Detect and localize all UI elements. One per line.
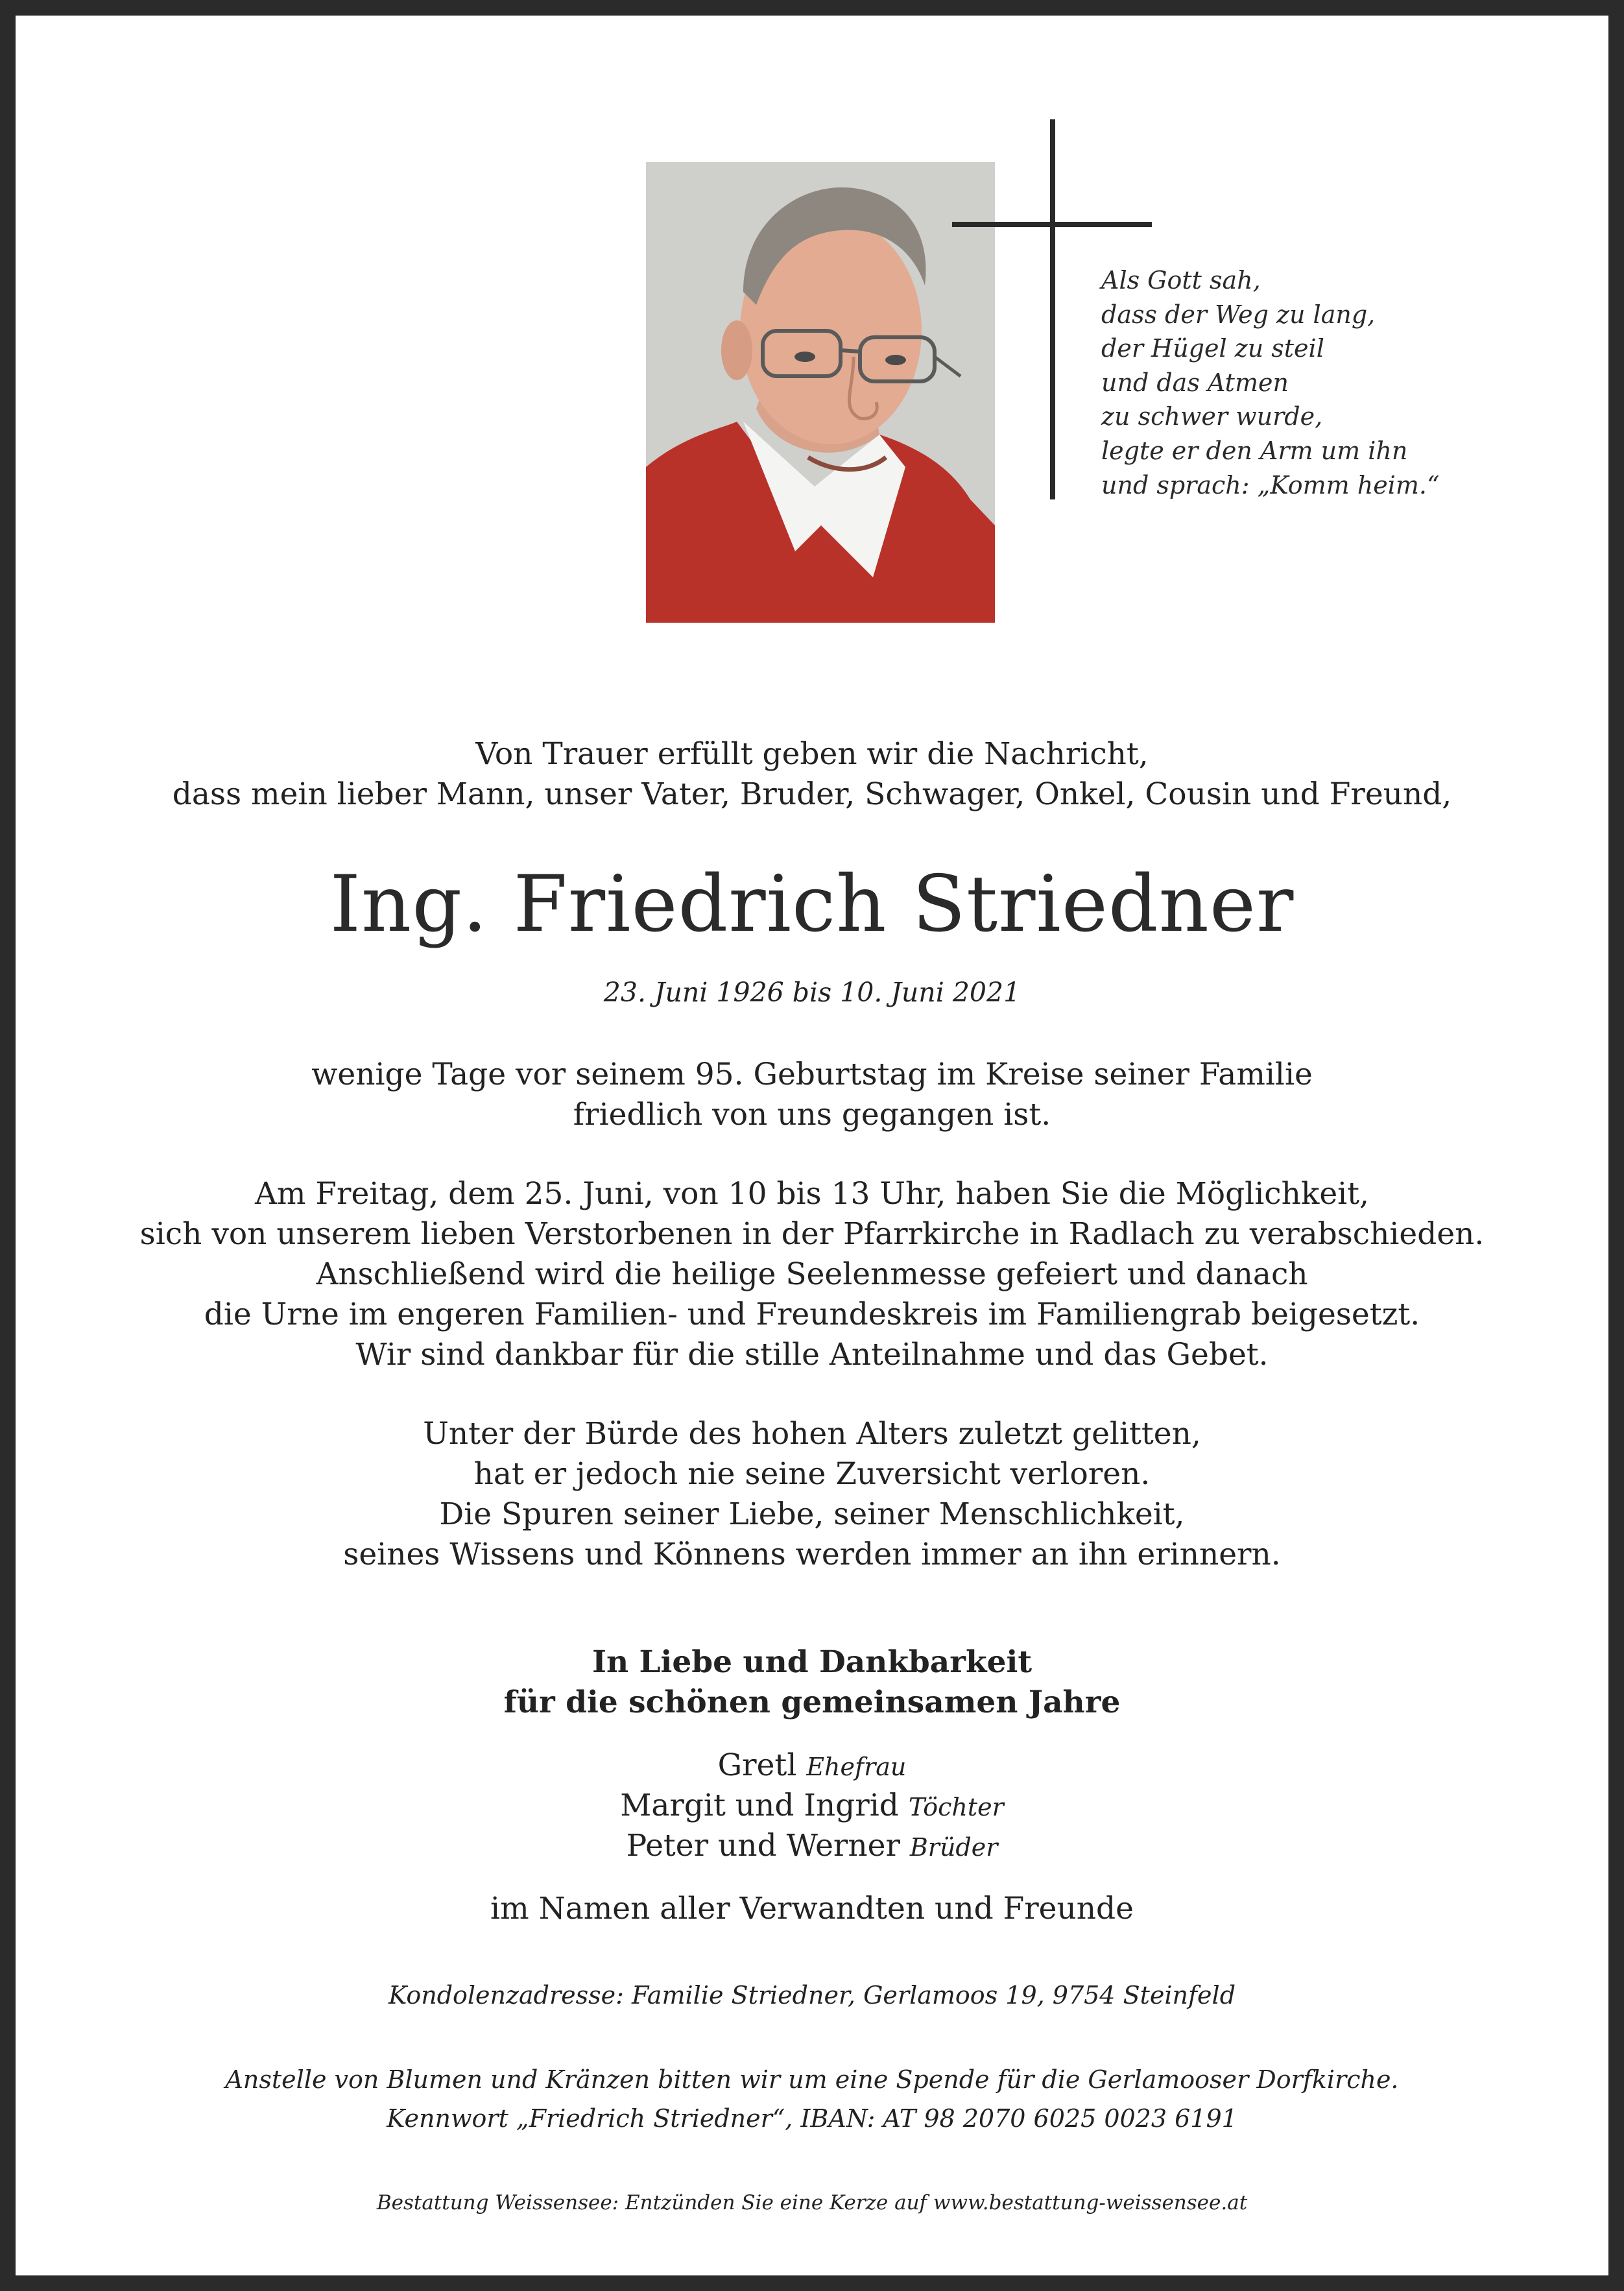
paragraph-line: hat er jedoch nie seine Zuversicht verloren. bbox=[473, 1456, 1151, 1492]
poem-line: zu schwer wurde, bbox=[1101, 402, 1323, 431]
passing-paragraph bbox=[0, 1055, 1624, 1135]
paragraph-line: sich von unserem lieben Verstorbenen in der Pfarrkirche in Radlach zu verabschieden. bbox=[139, 1216, 1485, 1252]
thanks-line: In Liebe und Dankbarkeit bbox=[591, 1644, 1033, 1680]
paragraph-line: friedlich von uns gegangen ist. bbox=[573, 1097, 1051, 1133]
paragraph-line: Anschließend wird die heilige Seelenmesse gefeiert und danach bbox=[316, 1256, 1308, 1292]
family-member-names: Peter und Werner bbox=[626, 1828, 900, 1864]
family-member-role: Ehefrau bbox=[806, 1753, 907, 1781]
thanks-line: für die schönen gemeinsamen Jahre bbox=[503, 1685, 1121, 1720]
family-member-names: Gretl bbox=[717, 1747, 797, 1783]
family-member bbox=[0, 1827, 1624, 1867]
family-member-role: Töchter bbox=[908, 1793, 1004, 1821]
closing-line: im Namen aller Verwandten und Freunde bbox=[490, 1891, 1134, 1926]
condolence-address: Kondolenzadresse: Familie Striedner, Gerlamoos 19, 9754 Steinfeld bbox=[388, 1981, 1236, 2009]
donation-line: Kennwort „Friedrich Striedner“, IBAN: AT 98 2070 6025 0023 6191 bbox=[387, 2104, 1237, 2133]
poem-line: der Hügel zu steil bbox=[1101, 334, 1324, 363]
paragraph-line: die Urne im engeren Familien- und Freundeskreis im Familiengrab beigesetzt. bbox=[204, 1297, 1420, 1332]
funeral-home-footer: Bestattung Weissensee: Entzünden Sie eine Kerze auf www.bestattung-weissensee.at bbox=[376, 2191, 1248, 2214]
poem-line: legte er den Arm um ihn bbox=[1101, 436, 1408, 465]
family-member-role: Brüder bbox=[909, 1833, 998, 1862]
poem-line: und das Atmen bbox=[1101, 368, 1289, 397]
memorial-poem bbox=[1101, 263, 1464, 502]
intro-line: dass mein lieber Mann, unser Vater, Bruder, Schwager, Onkel, Cousin und Freund, bbox=[172, 776, 1452, 812]
portrait-photo bbox=[646, 162, 995, 623]
thanks-heading bbox=[0, 1642, 1624, 1723]
paragraph-line: seines Wissens und Könnens werden immer an ihn erinnern. bbox=[343, 1537, 1281, 1572]
donation-note bbox=[0, 2060, 1624, 2138]
intro-line: Von Trauer erfüllt geben wir die Nachricht, bbox=[475, 736, 1149, 772]
cross-vertical-bar bbox=[1050, 119, 1055, 499]
life-dates: 23. Juni 1926 bis 10. Juni 2021 bbox=[603, 977, 1021, 1008]
family-member-names: Margit und Ingrid bbox=[620, 1788, 899, 1823]
family-list bbox=[0, 1746, 1624, 1867]
intro-text bbox=[0, 734, 1624, 815]
funeral-details-paragraph bbox=[0, 1174, 1624, 1375]
cross-horizontal-bar bbox=[952, 222, 1152, 227]
poem-line: Als Gott sah, bbox=[1101, 266, 1261, 294]
tribute-paragraph bbox=[0, 1414, 1624, 1575]
paragraph-line: wenige Tage vor seinem 95. Geburtstag im Kreise seiner Familie bbox=[311, 1057, 1313, 1092]
donation-line: Anstelle von Blumen und Kränzen bitten wir um eine Spende für die Gerlamooser Dorfkirche. bbox=[225, 2065, 1399, 2094]
paragraph-line: Am Freitag, dem 25. Juni, von 10 bis 13 Uhr, haben Sie die Möglichkeit, bbox=[254, 1176, 1369, 1212]
paragraph-line: Wir sind dankbar für die stille Anteilnahme und das Gebet. bbox=[355, 1337, 1269, 1373]
deceased-name: Ing. Friedrich Striedner bbox=[329, 859, 1295, 950]
family-member bbox=[0, 1746, 1624, 1786]
poem-line: dass der Weg zu lang, bbox=[1101, 300, 1376, 329]
paragraph-line: Unter der Bürde des hohen Alters zuletzt gelitten, bbox=[423, 1416, 1201, 1452]
poem-line: und sprach: „Komm heim.“ bbox=[1101, 470, 1440, 499]
paragraph-line: Die Spuren seiner Liebe, seiner Menschlichkeit, bbox=[439, 1496, 1185, 1532]
family-member bbox=[0, 1786, 1624, 1827]
